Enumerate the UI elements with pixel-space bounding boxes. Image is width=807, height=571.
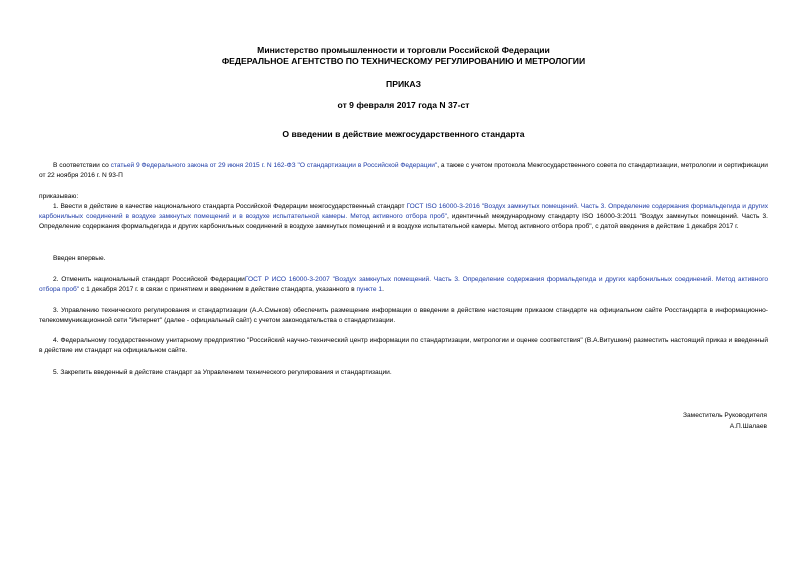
item-4-paragraph: 4. Федеральному государственному унитарному предприятию "Российский научно-технический центр информации по стандартизации, метрологии и оценке соответствия" (В.А.Витушкин) разместить настоящий приказ и введенный в действие им стандарт на официальном сайте. bbox=[39, 337, 768, 354]
introduced-first-note: Введен впервые. bbox=[53, 255, 106, 262]
item-2-text-2: с 1 декабря 2017 г. в связи с принятием и введением в действие стандарта, указанного в bbox=[79, 286, 357, 293]
preamble-text-2: , а также с учетом протокола Межгосударственного совета по стандартизации, метрологии и сертификации от 22 ноября 2016 г. N 93-П bbox=[39, 162, 768, 179]
gost-iso-16000-3-2016-link[interactable]: ГОСТ ISO 16000-3-2016 "Воздух замкнутых помещений. Часть 3. Определение содержания формальдегида и других карбонильных соединений в воздухе замкнутых помещений и в воздухе испытательной камеры. Метод активного отбора проб" bbox=[39, 203, 769, 220]
preamble-paragraph bbox=[39, 161, 768, 181]
item-2-text-3: . bbox=[382, 286, 384, 293]
order-word: приказываю: bbox=[39, 193, 79, 200]
item-2-text-1: 2. Отменить национальный стандарт Российской Федерации bbox=[53, 276, 245, 283]
document-type: ПРИКАЗ bbox=[386, 79, 421, 89]
preamble-text-1: В соответствии со bbox=[53, 162, 111, 169]
document-title: О введении в действие межгосударственного стандарта bbox=[282, 129, 525, 139]
item-1-text-2: , идентичный международному стандарту ISO 16000-3:2011 "Воздух замкнутых помещений. Часть 3. Определение содержания формальдегида и других карбонильных соединений в воздухе замкнутых помещений и в воздухе испытательной камеры. Метод активного отбора проб", с датой введения в действие 1 декабря 2017 г. bbox=[39, 213, 768, 230]
item-1-paragraph bbox=[39, 202, 768, 232]
item-1-text-1: 1. Ввести в действие в качестве национального стандарта Российской Федерации межгосударственный стандарт bbox=[53, 203, 407, 210]
gost-r-iso-16000-3-2007-link[interactable]: ГОСТ Р ИСО 16000-3-2007 "Воздух замкнутых помещений. Часть 3. Определение содержания формальдегида и других карбонильных соединений. Метод активного отбора проб" bbox=[39, 276, 769, 293]
federal-law-link[interactable]: статьей 9 Федерального закона от 29 июня 2015 г. N 162-ФЗ "О стандартизации в Российской Федерации" bbox=[110, 162, 438, 169]
agency-name: ФЕДЕРАЛЬНОЕ АГЕНТСТВО ПО ТЕХНИЧЕСКОМУ РЕГУЛИРОВАНИЮ И МЕТРОЛОГИИ bbox=[221, 56, 586, 66]
document-date: от 9 февраля 2017 года N 37-ст bbox=[337, 100, 470, 110]
item-3-paragraph: 3. Управлению технического регулирования и стандартизации (А.А.Смыков) обеспечить размещение информации о введении в действие настоящим приказом стандарте на официальном сайте Росстандарта в информационно-телекоммуникационной сети "Интернет" (далее - официальный сайт) с учетом законодательства о стандартизации. bbox=[39, 307, 768, 324]
item-2-paragraph bbox=[39, 275, 768, 295]
point-1-link[interactable]: пункте 1 bbox=[356, 286, 383, 293]
signatory-position: Заместитель Руководителя bbox=[683, 412, 767, 419]
signatory-name: А.П.Шалаев bbox=[729, 423, 767, 430]
ministry-name: Министерство промышленности и торговли Российской Федерации bbox=[257, 45, 550, 55]
item-5-paragraph: 5. Закрепить введенный в действие стандарт за Управлением технического регулирования и стандартизации. bbox=[53, 369, 392, 376]
